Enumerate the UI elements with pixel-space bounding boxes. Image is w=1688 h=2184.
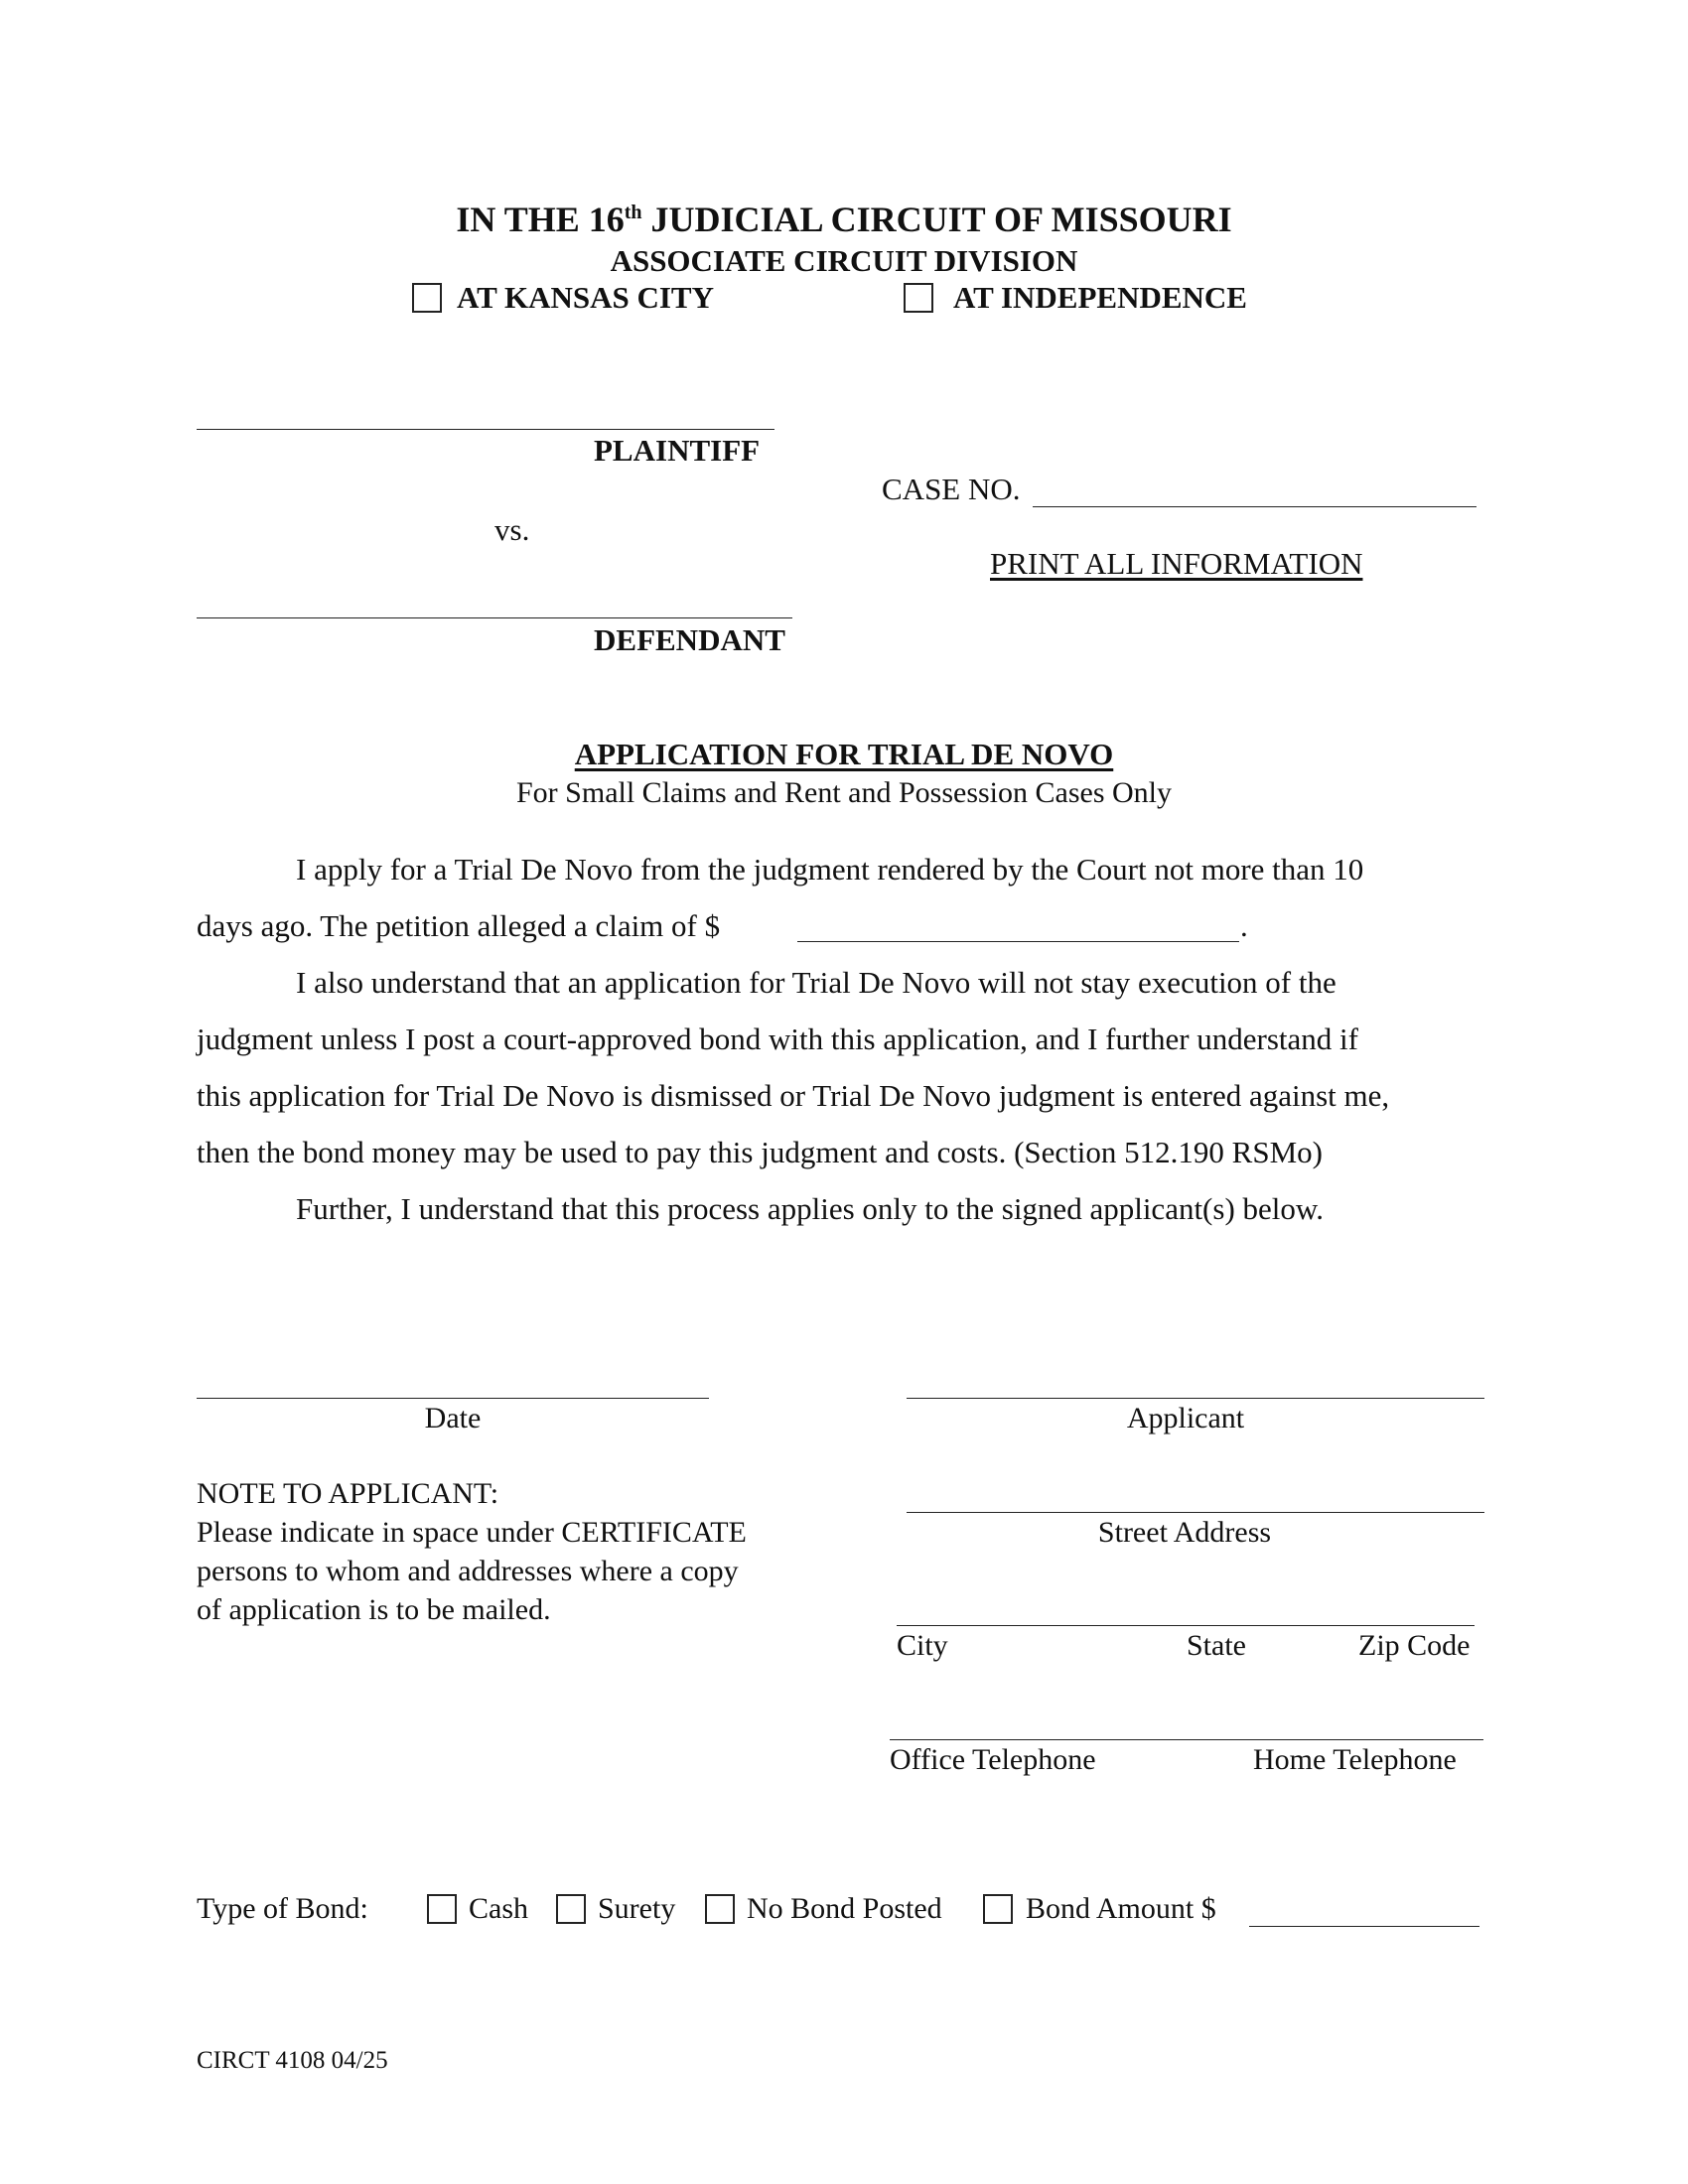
bond-amount-checkbox[interactable] — [983, 1894, 1013, 1924]
city-label: City — [897, 1629, 948, 1662]
body-line-1: I apply for a Trial De Novo from the judgment rendered by the Court not more than 10 — [296, 852, 1364, 887]
defendant-label: DEFENDANT — [594, 622, 785, 657]
no-bond-posted-checkbox[interactable] — [705, 1894, 735, 1924]
claim-period: . — [1240, 908, 1248, 943]
case-no-line[interactable] — [1033, 506, 1477, 507]
note-line-1: Please indicate in space under CERTIFICATE — [197, 1516, 747, 1549]
applicant-label: Applicant — [1126, 1402, 1245, 1434]
print-notice: PRINT ALL INFORMATION — [990, 546, 1363, 581]
surety-checkbox[interactable] — [556, 1894, 586, 1924]
body-p2-line-1: I also understand that an application for Trial De Novo will not stay execution of the — [296, 965, 1336, 1000]
plaintiff-label: PLAINTIFF — [594, 433, 761, 468]
body-p2-line-4: then the bond money may be used to pay this judgment and costs. (Section 512.190 RSMo) — [197, 1135, 1323, 1169]
bond-amount-line[interactable] — [1249, 1926, 1479, 1927]
body-p2-line-3: this application for Trial De Novo is dismissed or Trial De Novo judgment is entered against me, — [197, 1078, 1390, 1113]
telephone-line[interactable] — [890, 1739, 1483, 1740]
date-label: Date — [424, 1402, 482, 1434]
form-title: APPLICATION FOR TRIAL DE NOVO — [574, 737, 1114, 771]
no-bond-posted-label: No Bond Posted — [747, 1892, 942, 1925]
surety-label: Surety — [598, 1892, 676, 1925]
applicant-line[interactable] — [907, 1398, 1484, 1399]
form-id: CIRCT 4108 04/25 — [197, 2047, 388, 2074]
form-subtitle: For Small Claims and Rent and Possession Cases Only — [516, 776, 1172, 809]
home-telephone-label: Home Telephone — [1253, 1743, 1457, 1776]
independence-checkbox[interactable] — [904, 283, 933, 313]
bond-amount-label: Bond Amount $ — [1026, 1892, 1216, 1925]
street-address-line[interactable] — [907, 1512, 1484, 1513]
body-line-2: days ago. The petition alleged a claim of $ — [197, 908, 721, 943]
note-line-3: of application is to be mailed. — [197, 1593, 551, 1626]
note-title: NOTE TO APPLICANT: — [197, 1477, 499, 1510]
vs-label: vs. — [494, 512, 530, 547]
defendant-line[interactable] — [197, 617, 792, 618]
plaintiff-line[interactable] — [197, 429, 774, 430]
cash-label: Cash — [469, 1892, 528, 1925]
cash-checkbox[interactable] — [427, 1894, 457, 1924]
kansas-city-label: AT KANSAS CITY — [457, 280, 714, 315]
case-no-label: CASE NO. — [882, 472, 1021, 506]
city-state-zip-line[interactable] — [897, 1625, 1475, 1626]
state-label: State — [1187, 1629, 1246, 1662]
independence-label: AT INDEPENDENCE — [953, 280, 1247, 315]
body-p3-line-1: Further, I understand that this process applies only to the signed applicant(s) below. — [296, 1191, 1325, 1226]
kansas-city-checkbox[interactable] — [412, 283, 442, 313]
division-title: ASSOCIATE CIRCUIT DIVISION — [610, 243, 1078, 278]
office-telephone-label: Office Telephone — [890, 1743, 1096, 1776]
note-line-2: persons to whom and addresses where a copy — [197, 1555, 739, 1587]
date-line[interactable] — [197, 1398, 709, 1399]
body-p2-line-2: judgment unless I post a court-approved bond with this application, and I further understand if — [197, 1022, 1358, 1056]
claim-amount-line[interactable] — [797, 941, 1239, 942]
zip-label: Zip Code — [1358, 1629, 1471, 1662]
court-title: IN THE 16th JUDICIAL CIRCUIT OF MISSOURI — [456, 200, 1232, 239]
street-address-label: Street Address — [1097, 1516, 1272, 1549]
bond-type-label: Type of Bond: — [197, 1892, 368, 1925]
